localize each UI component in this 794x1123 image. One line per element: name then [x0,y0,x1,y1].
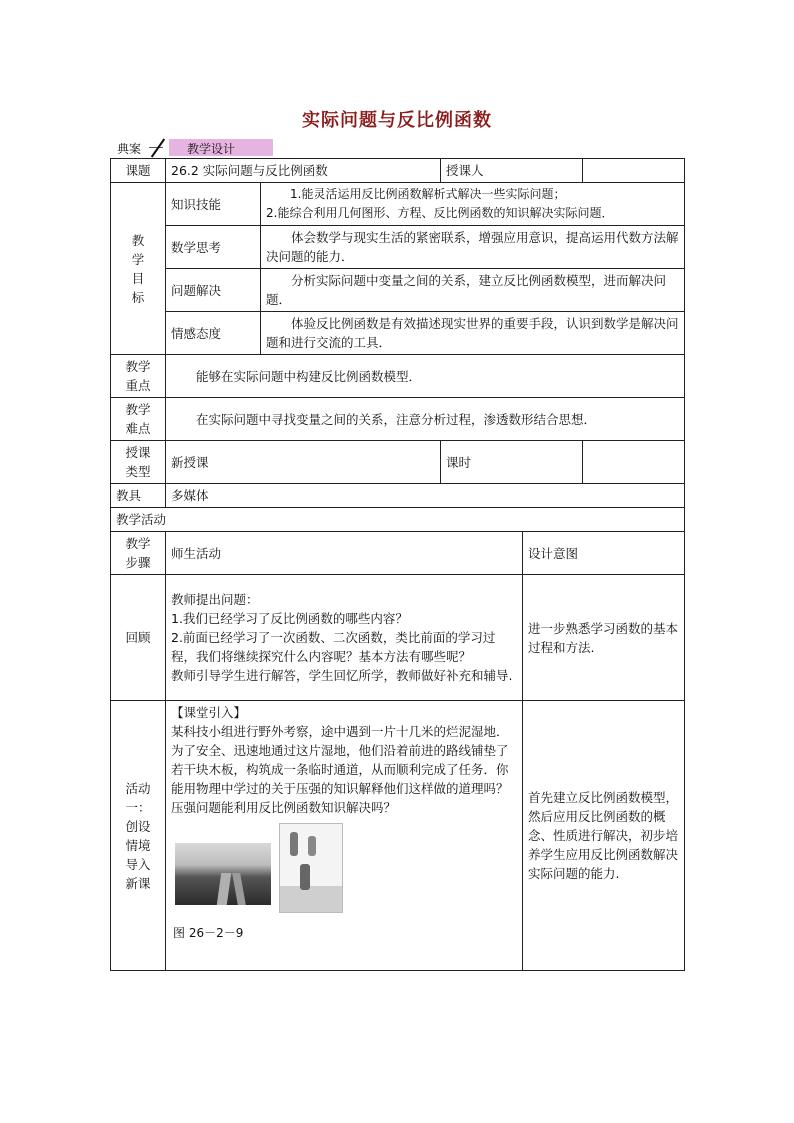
goal-text-knowledge: 1.能灵活运用反比例函数解析式解决一些实际问题； 2.能综合利用几何图形、方程、反比例函数的知识解决实际问题． [261,183,685,226]
goal-text-thinking: 体会数学与现实生活的紧密联系，增强应用意识，提高运用代数方法解决问题的能力． [261,226,685,269]
activities-row [111,508,685,532]
goal-label-problem: 问题解决 [166,269,261,312]
goal-label-attitude: 情感态度 [166,312,261,355]
topic-row [111,159,685,183]
goals-label: 教 学 目 标 [111,183,166,355]
teacher-student-label: 师生活动 [166,532,523,575]
review-intent: 进一步熟悉学习函数的基本过程和方法. [523,575,685,701]
activities-label: 教学活动 [111,508,685,532]
figure-caption: 图 26－2－9 [173,926,244,940]
activity1-label: 活动 一： 创设 情境 导入 新课 [111,701,166,971]
tools-value: 多媒体 [166,484,685,508]
banner-slash [151,138,165,157]
topic-value: 26.2 实际问题与反比例函数 [166,159,441,183]
team-illustration-image [279,823,343,913]
goal-label-knowledge: 知识技能 [166,183,261,226]
goal-row-attitude [111,312,685,355]
section-banner [113,139,273,156]
difficulty-row [111,398,685,441]
goal-row-knowledge [111,183,685,226]
activity1-row [111,701,685,971]
teacher-value [583,159,685,183]
goal-text-attitude: 体验反比例函数是有效描述现实世界的重要手段，认识到数学是解决问题和进行交流的工具． [261,312,685,355]
review-content: 教师提出问题： 1.我们已经学习了反比例函数的哪些内容？ 2.前面已经学习了一次函数、二次函数，类比前面的学习过程，我们将继续探究什么内容呢？基本方法有哪些呢？ 教师引导学生进行解答，学生回忆所学，教师做好补充和辅导. [166,575,523,701]
hours-value [583,441,685,484]
type-row [111,441,685,484]
topic-label: 课题 [111,159,166,183]
difficulty-text: 在实际问题中寻找变量之间的关系，注意分析过程，渗透数形结合思想． [166,398,685,441]
activity1-content [166,701,523,971]
banner-left-label: 典案 [117,142,142,156]
wetland-boardwalk-photo [175,843,271,905]
banner-right-label: 教学设计 [187,142,236,156]
key-point-label: 教学 重点 [111,355,166,398]
activity1-text: 某科技小组进行野外考察，途中遇到一片十几米的烂泥湿地．为了安全、迅速地通过这片湿地，他们沿着前进的路线铺垫了若干块木板，构筑成一条临时通道，从而顺利完成了任务．你能用物理中学过的关于压强的知识解释他们这样做的道理吗？压强问题能利用反比例函数知识解决吗？ [171,724,509,815]
goal-row-problem [111,269,685,312]
goal-label-thinking: 数学思考 [166,226,261,269]
type-value: 新授课 [166,441,441,484]
key-point-text: 能够在实际问题中构建反比例函数模型． [166,355,685,398]
steps-label: 教学 步骤 [111,532,166,575]
goal-text-problem: 分析实际问题中变量之间的关系，建立反比例函数模型，进而解决问题． [261,269,685,312]
banner-highlight [169,139,273,156]
lesson-plan-table [110,158,685,971]
type-label: 授课 类型 [111,441,166,484]
design-intent-label: 设计意图 [523,532,685,575]
difficulty-label: 教学 难点 [111,398,166,441]
tools-row [111,484,685,508]
page-title: 实际问题与反比例函数 [302,110,492,131]
review-label: 回顾 [111,575,166,701]
goal-row-thinking [111,226,685,269]
activity1-figure [171,823,517,941]
teacher-label: 授课人 [441,159,583,183]
activity1-intent: 首先建立反比例函数模型，然后应用反比例函数的概念、性质进行解决，初步培养学生应用反比例函数解决实际问题的能力. [523,701,685,971]
key-point-row [111,355,685,398]
steps-header-row [111,532,685,575]
activity1-heading: 【课堂引入】 [171,705,247,720]
hours-label: 课时 [441,441,583,484]
tools-label: 教具 [111,484,166,508]
review-row [111,575,685,701]
